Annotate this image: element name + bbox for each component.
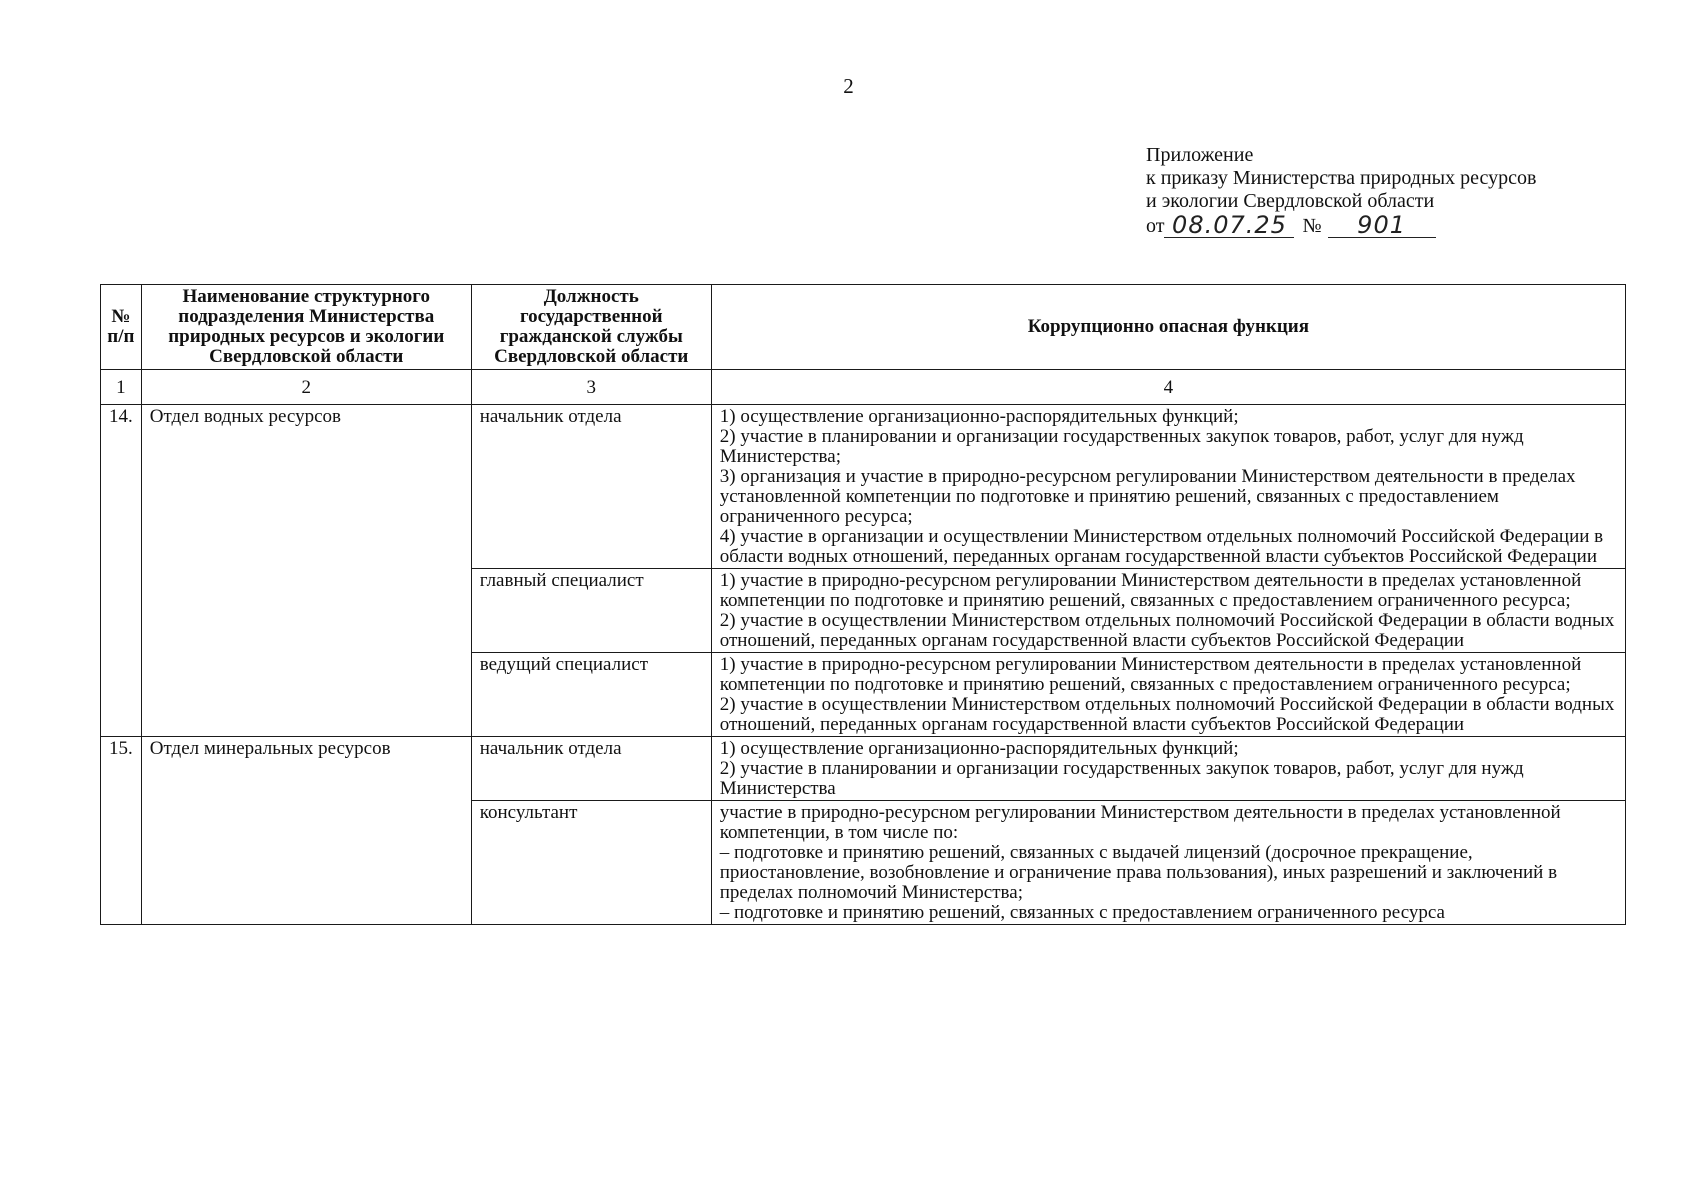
- position-title: консультант: [471, 801, 711, 925]
- from-label: от: [1146, 215, 1165, 237]
- function-item: 1) осуществление организационно-распорядительных функций;: [719, 406, 1239, 427]
- number-label: №: [1302, 215, 1322, 237]
- column-number: 1: [101, 370, 142, 405]
- corruption-functions-table: [100, 284, 1626, 925]
- function-cell: [711, 405, 1625, 569]
- position-title: начальник отдела: [471, 405, 711, 569]
- function-item: – подготовке и принятию решений, связанных с выдачей лицензий (досрочное прекращение, приостановление, возобновление и ограничение права пользования), иных разрешений и заключений в пределах полномочий Министерства;: [719, 842, 1558, 903]
- handwritten-number: 901: [1357, 211, 1406, 239]
- position-title: главный специалист: [471, 569, 711, 653]
- row-number: 14.: [101, 405, 142, 737]
- table-row: [101, 405, 1626, 569]
- row-number: 15.: [101, 737, 142, 925]
- appendix-title: Приложение: [1146, 144, 1254, 166]
- function-item: 1) участие в природно-ресурсном регулировании Министерством деятельности в пределах установленной компетенции по подготовке и принятию решений, связанных с предоставлением ограниченного ресурса;: [719, 654, 1582, 695]
- function-item: 2) участие в осуществлении Министерством отдельных полномочий Российской Федерации в области водных отношений, переданных органам государственной власти субъектов Российской Федерации: [719, 694, 1615, 735]
- header-unit: Наименование структурного подразделения Министерства природных ресурсов и экологии Свердловской области: [141, 285, 471, 370]
- function-item: 4) участие в организации и осуществлении Министерством отдельных полномочий Российской Федерации в области водных отношений, переданных органам государственной власти субъектов Российской Федерации: [719, 526, 1604, 567]
- appendix-line-1: к приказу Министерства природных ресурсов: [1146, 167, 1537, 189]
- header-num: № п/п: [101, 285, 142, 370]
- function-item: 1) осуществление организационно-распорядительных функций;: [719, 738, 1239, 759]
- unit-name: Отдел водных ресурсов: [141, 405, 471, 737]
- column-number-row: [101, 370, 1626, 405]
- function-cell: [711, 569, 1625, 653]
- date-blank: [1164, 213, 1294, 238]
- position-title: начальник отдела: [471, 737, 711, 801]
- appendix-line-2: и экологии Свердловской области: [1146, 190, 1435, 212]
- header-function: Коррупционно опасная функция: [711, 285, 1625, 370]
- page-number: 2: [843, 74, 854, 98]
- function-cell: [711, 737, 1625, 801]
- position-title: ведущий специалист: [471, 653, 711, 737]
- function-cell: [711, 801, 1625, 925]
- table-header-row: [101, 285, 1626, 370]
- order-date-number-line: [1146, 213, 1616, 238]
- function-cell: [711, 653, 1625, 737]
- column-number: 3: [471, 370, 711, 405]
- table-row: [101, 737, 1626, 801]
- number-blank: [1328, 213, 1436, 238]
- handwritten-date: 08.07.25: [1172, 211, 1287, 239]
- function-item: участие в природно-ресурсном регулировании Министерством деятельности в пределах установленной компетенции, в том числе по:: [719, 802, 1561, 843]
- function-item: 2) участие в планировании и организации государственных закупок товаров, работ, услуг для нужд Министерства;: [719, 426, 1524, 467]
- function-item: 3) организация и участие в природно-ресурсном регулировании Министерством деятельности в пределах установленной компетенции по подготовке и принятию решений, связанных с предоставлением ограниченного ресурса;: [719, 466, 1576, 527]
- function-item: 1) участие в природно-ресурсном регулировании Министерством деятельности в пределах установленной компетенции по подготовке и принятию решений, связанных с предоставлением ограниченного ресурса;: [719, 570, 1582, 611]
- appendix-block: [1146, 144, 1616, 238]
- function-item: 2) участие в планировании и организации государственных закупок товаров, работ, услуг для нужд Министерства: [719, 758, 1524, 799]
- function-item: 2) участие в осуществлении Министерством отдельных полномочий Российской Федерации в области водных отношений, переданных органам государственной власти субъектов Российской Федерации: [719, 610, 1615, 651]
- unit-name: Отдел минеральных ресурсов: [141, 737, 471, 925]
- column-number: 2: [141, 370, 471, 405]
- column-number: 4: [711, 370, 1625, 405]
- function-item: – подготовке и принятию решений, связанных с предоставлением ограниченного ресурса: [719, 902, 1445, 923]
- header-position: Должность государственной гражданской службы Свердловской области: [471, 285, 711, 370]
